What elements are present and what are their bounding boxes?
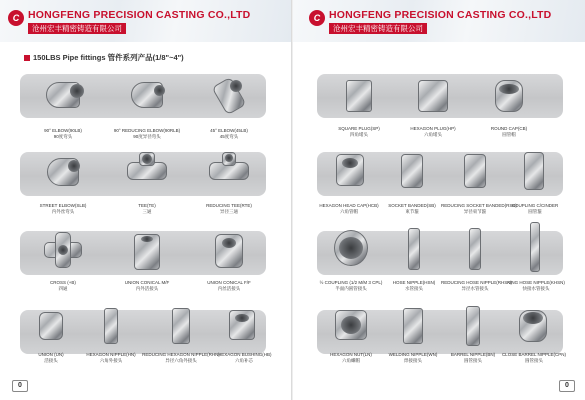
left-page bbox=[0, 0, 292, 400]
product-90-reducing-elbow[interactable] bbox=[110, 70, 184, 128]
union-fitting-image bbox=[39, 312, 63, 340]
product-caption: BARREL NIPPLE(BN) 圆管接头 bbox=[450, 352, 496, 363]
square-plug-fitting-image bbox=[346, 80, 372, 112]
logo-mark-icon: C bbox=[8, 10, 24, 26]
product-caption: SQUARE PLUG(SP) 四角堵头 bbox=[338, 126, 380, 137]
product-caption: TEE(TE) 三通 bbox=[138, 203, 156, 214]
product-union[interactable] bbox=[22, 304, 80, 350]
coupling-fitting-image bbox=[524, 152, 544, 190]
product-caption: 90° REDUCING ELBOW(90RLB) 90度异径弯头 bbox=[113, 128, 181, 139]
product-caption: REDUCING SOCKET BANDED(RSB) 异径束节箍 bbox=[441, 203, 517, 214]
product-caption: HEXAGON HEAD CAP(HCB) 六角管帽 bbox=[319, 203, 379, 214]
product-caption: HEXAGON NIPPLE(HN) 六角外接头 bbox=[86, 352, 136, 363]
product-tee[interactable] bbox=[110, 148, 184, 204]
right-page bbox=[293, 0, 585, 400]
product-caption: ½ COUPLING (1/2 M/M 3 CPL) 半面内圆管接头 bbox=[319, 280, 383, 291]
product-square-plug[interactable] bbox=[323, 70, 395, 126]
product-caption: HEXAGON PLUG(HP) 六角堵头 bbox=[410, 126, 456, 137]
product-hexagon-head-cap[interactable] bbox=[319, 146, 381, 202]
product-caption: HEXAGON BUSHING(HB) 六角补芯 bbox=[218, 352, 272, 363]
hex-nipple-fitting-image bbox=[104, 308, 118, 344]
product-caption: CLOSE BARREL NIPPLE(CPN) 圆管接头 bbox=[501, 352, 567, 363]
product-barrel-nipple[interactable] bbox=[443, 304, 503, 350]
product-hexagon-bushing[interactable] bbox=[216, 304, 268, 350]
product-caption: HEXAGON NUT(LN) 六角螺帽 bbox=[330, 352, 372, 363]
product-reducing-socket-banded[interactable] bbox=[443, 146, 507, 202]
product-caption: STREET ELBOW(SLB) 内外丝弯头 bbox=[39, 203, 87, 214]
section-square-icon bbox=[24, 55, 30, 61]
product-reducing-hose-nipple[interactable] bbox=[443, 224, 507, 280]
product-caption: SOCKET BANDED(SB) 束节箍 bbox=[388, 203, 436, 214]
product-hose-nipple[interactable] bbox=[385, 224, 443, 280]
product-caption: KING HOSE NIPPLE(KHSN) 快接水管接头 bbox=[507, 280, 565, 291]
product-45-elbow[interactable] bbox=[192, 70, 266, 128]
brand-name: HONGFENG PRECISION CASTING CO.,LTD bbox=[329, 9, 552, 21]
product-hexagon-nut[interactable] bbox=[321, 304, 381, 350]
brand-name-cn: 沧州宏丰精密铸造有限公司 bbox=[329, 23, 427, 34]
product-king-hose-nipple[interactable] bbox=[505, 218, 565, 280]
product-welding-nipple[interactable] bbox=[383, 304, 443, 350]
hose-nipple-fitting-image bbox=[408, 228, 420, 270]
reducing-hex-nipple-fitting-image bbox=[172, 308, 190, 344]
product-socket-banded[interactable] bbox=[381, 146, 443, 202]
product-caption: UNION CONICAL M/F 内外活接头 bbox=[124, 280, 170, 291]
product-caption: COUPLING C/CINDER 圆管箍 bbox=[511, 203, 559, 214]
product-caption: 45° ELBOW(45LB) 45度弯头 bbox=[210, 128, 248, 139]
welding-nipple-fitting-image bbox=[403, 308, 423, 344]
socket-banded-fitting-image bbox=[401, 154, 423, 188]
king-hose-nipple-fitting-image bbox=[530, 222, 540, 272]
header-decoration bbox=[293, 0, 585, 42]
product-caption: REDUCING TEE(RTE) 异径三通 bbox=[206, 203, 252, 214]
product-caption: HOSE NIPPLE(HSN) 水管接头 bbox=[392, 280, 436, 291]
product-hexagon-plug[interactable] bbox=[397, 70, 469, 126]
product-hexagon-nipple[interactable] bbox=[82, 304, 140, 350]
product-reducing-tee[interactable] bbox=[192, 148, 266, 204]
barrel-nipple-fitting-image bbox=[466, 306, 480, 346]
product-street-elbow[interactable] bbox=[26, 148, 100, 204]
product-cross[interactable] bbox=[26, 226, 100, 282]
product-union-conical-ff[interactable] bbox=[192, 226, 266, 282]
product-caption: REDUCING HOSE NIPPLE(RHSN) 异径水管接头 bbox=[441, 280, 513, 291]
product-caption: REDUCING HEXAGON NIPPLE(RHN) 异径六角外接头 bbox=[142, 352, 220, 363]
product-reducing-hexagon-nipple[interactable] bbox=[146, 304, 216, 350]
header-decoration bbox=[0, 0, 292, 42]
product-90-elbow[interactable] bbox=[26, 70, 100, 128]
product-caption: CROSS (+B) 四通 bbox=[50, 280, 76, 291]
page-number: 0 bbox=[12, 380, 28, 392]
product-union-conical-mf[interactable] bbox=[110, 226, 184, 282]
logo-mark-icon: C bbox=[309, 10, 325, 26]
page-number: 0 bbox=[559, 380, 575, 392]
reducing-socket-fitting-image bbox=[464, 154, 486, 188]
product-caption: UNION (UN) 活接头 bbox=[38, 352, 64, 363]
section-title: 150LBS Pipe fittings 管件系列产品(1/8"~4") bbox=[24, 52, 184, 63]
product-caption: ROUND CAP(CB) 圆管帽 bbox=[490, 126, 528, 137]
reducing-hose-nipple-fitting-image bbox=[469, 228, 481, 270]
product-caption: WELDING NIPPLE(WN) 焊接接头 bbox=[388, 352, 438, 363]
product-caption: UNION CONICAL F/F 内丝活接头 bbox=[207, 280, 251, 291]
product-coupling[interactable] bbox=[505, 146, 563, 202]
brand-name: HONGFENG PRECISION CASTING CO.,LTD bbox=[28, 9, 251, 21]
product-half-coupling[interactable] bbox=[319, 224, 383, 280]
product-close-barrel-nipple[interactable] bbox=[503, 304, 563, 350]
hex-plug-fitting-image bbox=[418, 80, 448, 112]
brand-name-cn: 沧州宏丰精密铸造有限公司 bbox=[28, 23, 126, 34]
product-round-cap[interactable] bbox=[469, 70, 549, 126]
product-caption: 90° ELBOW(90LB) 90度弯头 bbox=[44, 128, 82, 139]
